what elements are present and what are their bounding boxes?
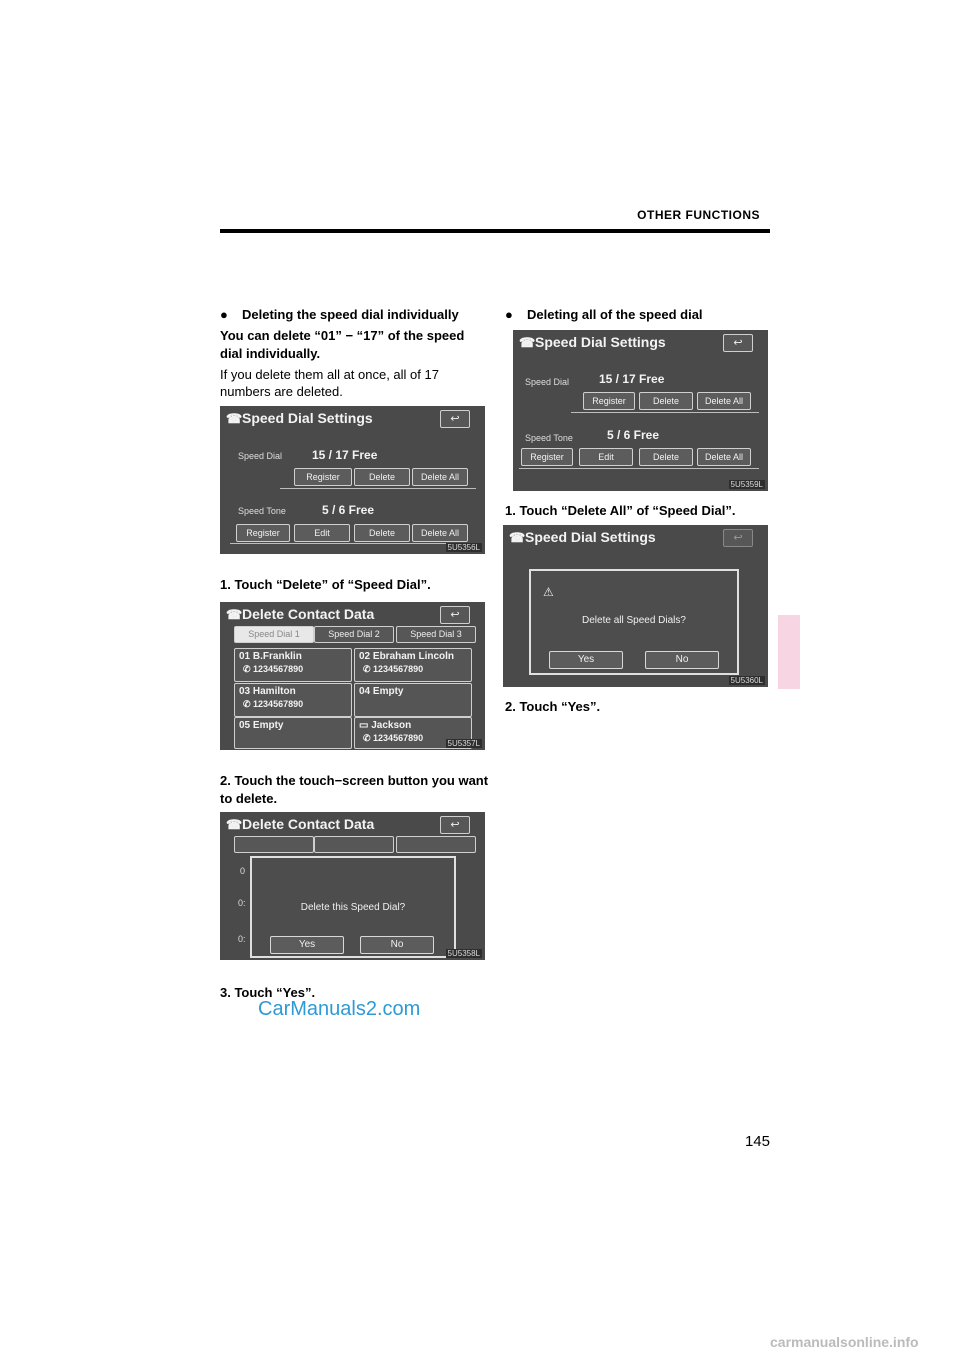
divider	[280, 488, 476, 489]
edit-button[interactable]: Edit	[579, 448, 633, 466]
header-rule	[220, 229, 770, 233]
screen-title: Speed Dial Settings	[525, 529, 656, 545]
section-heading-individual: ● Deleting the speed dial individually	[220, 307, 459, 322]
back-button[interactable]: ↩	[440, 410, 470, 428]
settings-screen-2	[513, 330, 768, 491]
contact-cell-jackson[interactable]: ▭ Jackson ✆ 1234567890	[354, 717, 472, 749]
edit-button[interactable]: Edit	[294, 524, 350, 542]
phone-icon: ☎	[509, 530, 526, 545]
bullet-icon: ●	[505, 307, 513, 322]
warning-icon: ⚠	[543, 585, 554, 599]
yes-button[interactable]: Yes	[270, 936, 344, 954]
back-button[interactable]: ↩	[440, 816, 470, 834]
phone-icon: ☎	[226, 607, 243, 622]
no-button[interactable]: No	[360, 936, 434, 954]
delete-all-confirm-screen	[503, 525, 768, 687]
figure-code: 5U5359L	[730, 480, 763, 489]
settings-screen-1	[220, 406, 485, 554]
right-step-2: 2. Touch “Yes”.	[505, 699, 601, 714]
confirm-dialog	[529, 569, 739, 675]
phone-icon: ☎	[226, 411, 243, 426]
speed-dial-count: 15 / 17 Free	[312, 448, 378, 462]
delete-button[interactable]: Delete	[639, 448, 693, 466]
phone-icon: ☎	[519, 335, 536, 350]
tab-speed-dial-3[interactable]: Speed Dial 3	[396, 626, 476, 643]
section-tab-marker	[778, 615, 800, 689]
delete-all-button[interactable]: Delete All	[697, 392, 751, 410]
watermark: CarManuals2.com	[258, 998, 421, 1020]
delete-contact-screen	[220, 602, 485, 750]
register-button[interactable]: Register	[521, 448, 573, 466]
divider	[230, 543, 476, 544]
intro-text: If you delete them all at once, all of 17 numbers are deleted.	[220, 367, 439, 399]
tab-speed-dial-1[interactable]: Speed Dial 1	[234, 626, 314, 643]
contact-cell-05[interactable]: 05 Empty	[234, 717, 352, 749]
figure-code: 5U5358L	[447, 949, 480, 958]
speed-dial-label: Speed Dial	[238, 451, 283, 461]
row-prefix: 0	[240, 866, 246, 876]
section-heading-all: ● Deleting all of the speed dial	[505, 307, 703, 322]
phone-icon: ☎	[226, 817, 243, 832]
register-button[interactable]: Register	[236, 524, 290, 542]
page-number: 145	[744, 1133, 770, 1150]
contact-cell-04[interactable]: 04 Empty	[354, 683, 472, 717]
figure-code: 5U5357L	[447, 739, 480, 748]
divider	[519, 468, 759, 469]
figure-code: 5U5356L	[447, 543, 480, 552]
left-step-3: 3. Touch “Yes”.	[220, 985, 316, 1000]
contact-cell-01[interactable]: 01 B.Franklin ✆ 1234567890	[234, 648, 352, 682]
running-header: OTHER FUNCTIONS	[637, 208, 760, 222]
delete-confirm-screen	[220, 812, 485, 960]
row-prefix: 0:	[238, 898, 246, 908]
delete-button[interactable]: Delete	[354, 468, 410, 486]
contact-cell-03[interactable]: 03 Hamilton ✆ 1234567890	[234, 683, 352, 717]
intro-bold: You can delete “01” − “17” of the speed dial individually.	[220, 328, 465, 361]
back-button: ↩	[723, 529, 753, 547]
back-button[interactable]: ↩	[440, 606, 470, 624]
screen-title: Delete Contact Data	[242, 816, 375, 832]
right-step-1: 1. Touch “Delete All” of “Speed Dial”.	[505, 503, 736, 518]
speed-dial-label: Speed Dial	[525, 377, 570, 387]
yes-button[interactable]: Yes	[549, 651, 623, 669]
bullet-icon: ●	[220, 307, 228, 322]
screen-title: Speed Dial Settings	[242, 410, 373, 426]
tab-speed-dial-1-dimmed	[234, 836, 314, 853]
delete-all-button[interactable]: Delete All	[697, 448, 751, 466]
tab-speed-dial-2[interactable]: Speed Dial 2	[314, 626, 394, 643]
speed-tone-label: Speed Tone	[525, 433, 573, 443]
delete-button[interactable]: Delete	[639, 392, 693, 410]
delete-all-button[interactable]: Delete All	[412, 468, 468, 486]
tab-speed-dial-3-dimmed	[396, 836, 476, 853]
speed-tone-label: Speed Tone	[238, 506, 286, 516]
footer-site: carmanualsonline.info	[770, 1334, 919, 1350]
delete-button[interactable]: Delete	[354, 524, 410, 542]
speed-dial-count: 15 / 17 Free	[599, 372, 665, 386]
confirm-dialog	[250, 856, 456, 958]
delete-all-button[interactable]: Delete All	[412, 524, 468, 542]
divider	[571, 412, 759, 413]
contact-cell-02[interactable]: 02 Ebraham Lincoln ✆ 1234567890	[354, 648, 472, 682]
left-step-2: 2. Touch the touch−screen button you want to delete.	[220, 773, 489, 806]
figure-code: 5U5360L	[730, 676, 763, 685]
speed-tone-count: 5 / 6 Free	[322, 503, 375, 517]
dialog-message: Delete all Speed Dials?	[582, 615, 686, 626]
speed-tone-count: 5 / 6 Free	[607, 428, 660, 442]
no-button[interactable]: No	[645, 651, 719, 669]
register-button[interactable]: Register	[583, 392, 635, 410]
left-step-1: 1. Touch “Delete” of “Speed Dial”.	[220, 577, 431, 592]
screen-title: Delete Contact Data	[242, 606, 375, 622]
register-button[interactable]: Register	[294, 468, 352, 486]
back-button[interactable]: ↩	[723, 334, 753, 352]
screen-title: Speed Dial Settings	[535, 334, 666, 350]
dialog-message: Delete this Speed Dial?	[300, 902, 406, 913]
tab-speed-dial-2-dimmed	[314, 836, 394, 853]
row-prefix: 0:	[238, 934, 246, 944]
